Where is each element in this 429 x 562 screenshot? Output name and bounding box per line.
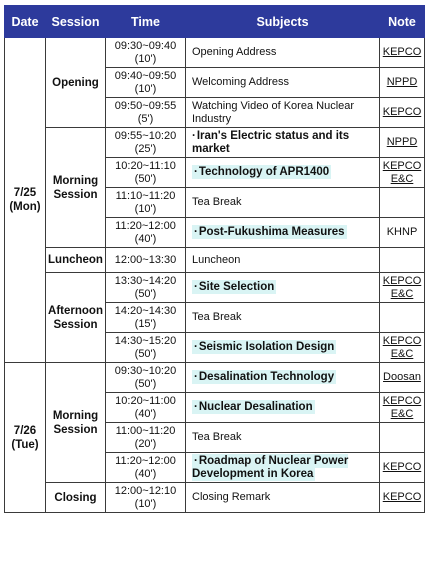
note-cell <box>380 158 425 188</box>
session-label: Closing <box>54 491 97 504</box>
note-cell <box>380 393 425 423</box>
note-cell <box>380 363 425 393</box>
subject-cell <box>186 218 380 248</box>
subject-text: Iran's Electric status and its market <box>192 129 350 155</box>
note-text: KEPCO <box>382 491 422 503</box>
schedule-table <box>4 5 425 513</box>
subject-text: Watching Video of Korea Nuclear Industry <box>192 99 355 125</box>
note-cell <box>380 333 425 363</box>
duration: (50') <box>134 287 157 300</box>
note-text: KEPCO E&C <box>382 394 422 420</box>
subject-cell <box>186 483 380 513</box>
bullet-mark: · <box>192 129 196 142</box>
duration: (20') <box>134 437 157 450</box>
subject-cell <box>186 273 380 303</box>
subject-text: Tea Break <box>192 311 242 323</box>
bullet-mark: · <box>194 454 198 467</box>
subject-cell <box>186 423 380 453</box>
header-row <box>5 6 425 38</box>
note-cell <box>380 303 425 333</box>
note-text: KEPCO E&C <box>382 274 422 300</box>
time-cell <box>106 303 186 333</box>
time-cell <box>106 248 186 273</box>
time-range: 11:00~11:20 <box>115 424 176 437</box>
subject-cell <box>186 393 380 423</box>
subject-cell <box>186 303 380 333</box>
note-cell <box>380 453 425 483</box>
duration: (10') <box>134 497 157 510</box>
header-session: Session <box>46 6 106 38</box>
subject-text: Welcoming Address <box>192 76 290 88</box>
note-cell <box>380 68 425 98</box>
subject-text: Opening Address <box>192 46 277 58</box>
duration: (50') <box>134 377 157 390</box>
subject-text: Luncheon <box>192 253 241 266</box>
note-text: Doosan <box>383 371 421 383</box>
session-label: Luncheon <box>48 254 103 266</box>
time-cell <box>106 453 186 483</box>
date-cell <box>5 363 46 513</box>
time-cell <box>106 273 186 303</box>
duration: (50') <box>134 172 157 185</box>
bullet-mark: · <box>194 371 198 383</box>
subject-cell <box>186 158 380 188</box>
subject-text: Roadmap of Nuclear Power Development in Korea <box>192 454 349 480</box>
note-text: KEPCO <box>382 461 422 473</box>
note-cell <box>380 128 425 158</box>
bullet-mark: · <box>194 226 198 238</box>
session-label: Afternoon <box>48 304 103 317</box>
subject-cell <box>186 453 380 483</box>
time-cell <box>106 393 186 423</box>
session-cell <box>46 363 106 483</box>
session-label: Opening <box>52 76 99 89</box>
subject-text: Post-Fukushima Measures <box>198 226 345 238</box>
note-cell <box>380 248 425 273</box>
subject-text: Site Selection <box>198 281 275 293</box>
header-subjects: Subjects <box>186 6 380 38</box>
header-time: Time <box>106 6 186 38</box>
note-cell <box>380 38 425 68</box>
table-row <box>5 38 425 68</box>
session-cell <box>46 248 106 273</box>
session-label-2: Session <box>53 188 98 201</box>
time-cell <box>106 423 186 453</box>
note-text: KEPCO E&C <box>382 159 422 185</box>
subject-cell <box>186 333 380 363</box>
subject-cell <box>186 248 380 273</box>
bullet-mark: · <box>194 401 198 413</box>
time-cell <box>106 68 186 98</box>
subject-text: Nuclear Desalination <box>198 401 313 413</box>
time-cell <box>106 483 186 513</box>
time-range: 12:00~13:30 <box>114 253 177 266</box>
time-cell <box>106 333 186 363</box>
note-text: KEPCO <box>382 46 422 58</box>
bullet-mark: · <box>194 166 198 178</box>
time-range: 12:00~12:10 <box>114 484 177 497</box>
date-day: 7/25 <box>13 187 37 199</box>
session-cell <box>46 273 106 363</box>
duration: (10') <box>134 202 157 215</box>
session-cell <box>46 128 106 248</box>
subject-text: Closing Remark <box>192 491 271 503</box>
note-cell <box>380 188 425 218</box>
time-range: 11:20~12:00 <box>115 219 176 232</box>
time-range: 14:30~15:20 <box>114 334 177 347</box>
time-range: 09:55~10:20 <box>114 129 177 142</box>
table-row <box>5 363 425 393</box>
time-cell <box>106 98 186 128</box>
time-range: 14:20~14:30 <box>114 304 177 317</box>
duration: (50') <box>134 347 157 360</box>
time-range: 10:20~11:00 <box>115 394 176 407</box>
duration: (25') <box>134 142 157 155</box>
note-text: NPPD <box>386 76 418 88</box>
subject-cell <box>186 128 380 158</box>
time-range: 11:20~12:00 <box>115 454 176 467</box>
time-range: 09:30~09:40 <box>114 39 177 52</box>
duration: (10') <box>134 82 157 95</box>
duration: (40') <box>134 232 157 245</box>
duration: (15') <box>134 317 157 330</box>
subject-text: Tea Break <box>192 431 242 443</box>
subject-text: Desalination Technology <box>198 371 335 383</box>
duration: (40') <box>134 407 157 420</box>
date-cell <box>5 38 46 363</box>
duration: (40') <box>134 467 157 480</box>
duration: (10') <box>134 52 157 65</box>
note-text: KHNP <box>386 226 418 238</box>
time-cell <box>106 158 186 188</box>
subject-cell <box>186 188 380 218</box>
bullet-mark: · <box>194 281 198 293</box>
subject-cell <box>186 38 380 68</box>
subject-text: Tea Break <box>192 196 242 208</box>
note-cell <box>380 98 425 128</box>
time-range: 09:30~10:20 <box>114 364 177 377</box>
table-row <box>5 273 425 303</box>
subject-cell <box>186 363 380 393</box>
schedule-wrapper <box>4 5 425 513</box>
session-label-2: Session <box>53 423 98 436</box>
header-date: Date <box>5 6 46 38</box>
time-range: 09:50~09:55 <box>114 99 177 112</box>
note-text: KEPCO <box>382 106 422 118</box>
header-note: Note <box>380 6 425 38</box>
time-range: 11:10~11:20 <box>115 189 176 202</box>
subject-text: Seismic Isolation Design <box>198 341 335 353</box>
time-cell <box>106 363 186 393</box>
table-row <box>5 248 425 273</box>
time-range: 13:30~14:20 <box>114 274 177 287</box>
subject-cell <box>186 98 380 128</box>
note-text: KEPCO E&C <box>382 334 422 360</box>
duration: (5') <box>137 112 154 125</box>
date-weekday: (Mon) <box>9 201 41 213</box>
table-row <box>5 483 425 513</box>
session-label-2: Session <box>53 318 98 331</box>
time-cell <box>106 218 186 248</box>
date-weekday: (Tue) <box>11 438 39 451</box>
table-row <box>5 128 425 158</box>
time-cell <box>106 38 186 68</box>
date-day: 7/26 <box>13 424 37 437</box>
note-cell <box>380 273 425 303</box>
subject-cell <box>186 68 380 98</box>
session-cell <box>46 38 106 128</box>
bullet-mark: · <box>194 341 198 353</box>
session-label: Morning <box>52 409 99 422</box>
time-range: 10:20~11:10 <box>115 159 176 172</box>
note-text: NPPD <box>386 136 418 148</box>
session-label: Morning <box>52 174 99 187</box>
time-cell <box>106 128 186 158</box>
note-cell <box>380 423 425 453</box>
subject-text: Technology of APR1400 <box>198 166 330 178</box>
session-cell <box>46 483 106 513</box>
note-cell <box>380 218 425 248</box>
note-cell <box>380 483 425 513</box>
time-cell <box>106 188 186 218</box>
time-range: 09:40~09:50 <box>114 69 177 82</box>
